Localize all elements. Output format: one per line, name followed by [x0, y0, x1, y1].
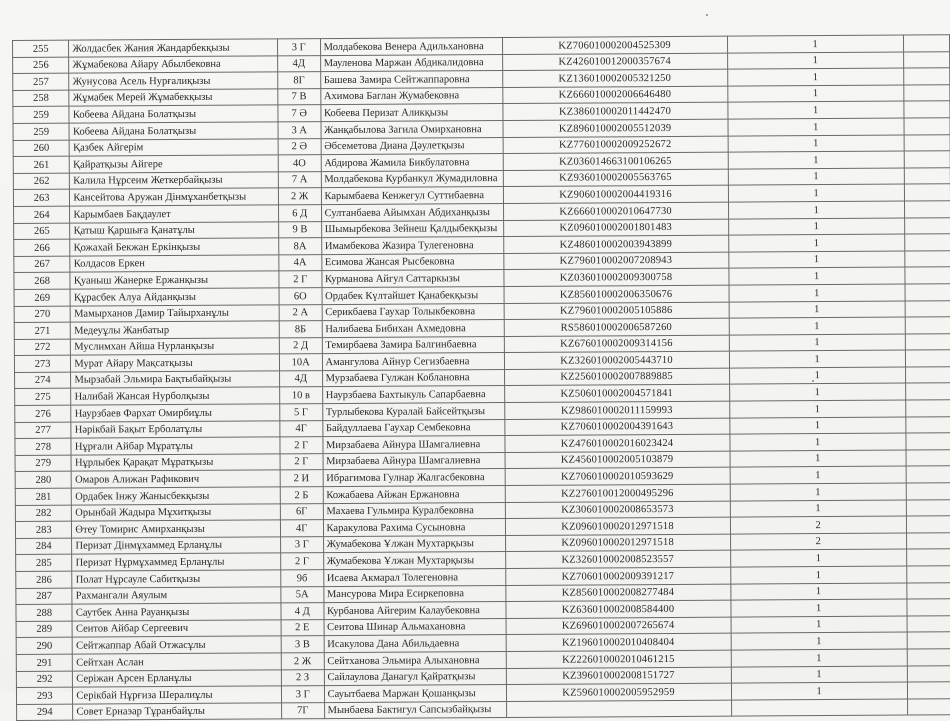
class-grade: 3 Г — [280, 536, 323, 553]
account-number: KZ856010002008277484 — [505, 584, 730, 602]
count-value: 1 — [729, 317, 905, 335]
count-value — [731, 699, 907, 717]
row-number: 270 — [14, 306, 70, 323]
class-grade: 2 И — [280, 470, 323, 487]
count-value: 1 — [727, 85, 903, 103]
empty-cell — [907, 649, 950, 666]
teacher-name: Молдабекова Венера Адильхановна — [320, 38, 502, 56]
teacher-name: Байдуллаева Гаухар Сембековна — [322, 419, 504, 437]
class-grade: 9 В — [278, 221, 321, 238]
empty-cell — [903, 35, 949, 52]
account-number: KZ986010002011159993 — [504, 401, 729, 419]
class-grade: 8Б — [279, 321, 322, 338]
account-number: KZ306010002008653573 — [505, 501, 730, 519]
empty-cell — [904, 234, 950, 251]
count-value: 1 — [730, 433, 906, 451]
teacher-name: Мурзабаева Гулжан Коблановна — [322, 369, 504, 387]
row-number: 255 — [13, 40, 69, 57]
count-value: 1 — [729, 400, 905, 418]
empty-cell — [903, 68, 949, 85]
class-grade: 5 Г — [280, 404, 323, 421]
teacher-name: Жанқабылова Загила Омирхановна — [321, 120, 503, 138]
student-name: Нәрікбай Бақыт Ерболатұлы — [71, 421, 280, 439]
count-value: 1 — [731, 666, 907, 684]
row-number: 261 — [13, 156, 69, 173]
scan-speck — [812, 380, 814, 382]
class-grade: 2 Ә — [278, 138, 321, 155]
count-value: 1 — [731, 599, 907, 617]
row-number: 281 — [15, 488, 71, 505]
row-number: 275 — [15, 389, 71, 406]
row-number: 291 — [16, 654, 72, 671]
class-grade: 4Д — [279, 370, 322, 387]
row-number: 294 — [17, 704, 73, 721]
class-grade: 6Г — [280, 503, 323, 520]
class-grade: 2 Г — [280, 437, 323, 454]
row-number: 276 — [15, 405, 71, 422]
empty-cell — [906, 450, 950, 467]
student-name: Жунусова Асель Нурғалиқызы — [69, 72, 278, 90]
account-number: KZ096010002001801483 — [503, 219, 728, 237]
student-name: Қожахай Бекжан Еркінқызы — [70, 238, 279, 256]
teacher-name: Ибрагимова Гулнар Жалгасбековна — [323, 469, 505, 487]
teacher-name: Ахимова Баглан Жумабековна — [320, 87, 502, 105]
teacher-name: Карымбаева Кенжегул Суттибаевна — [321, 187, 503, 205]
count-value: 1 — [727, 101, 903, 119]
class-grade: 7 В — [278, 88, 321, 105]
row-number: 285 — [16, 555, 72, 572]
count-value: 1 — [729, 350, 905, 368]
empty-cell — [904, 118, 950, 135]
account-number: KZ856010002006350676 — [504, 285, 729, 303]
student-name: Омаров Алижан Рафикович — [72, 470, 281, 488]
empty-cell — [906, 433, 950, 450]
count-value: 1 — [728, 218, 904, 236]
student-name: Сеитов Айбар Сергеевич — [72, 620, 281, 638]
row-number: 286 — [16, 571, 72, 588]
empty-cell — [907, 665, 950, 682]
row-number: 273 — [14, 355, 70, 372]
empty-cell — [905, 383, 950, 400]
count-value: 1 — [728, 135, 904, 153]
teacher-name: Жумабекова Ұлжан Мухтарқызы — [323, 535, 505, 553]
row-number: 289 — [16, 621, 72, 638]
class-grade: 7 Ә — [278, 105, 321, 122]
account-number: KZ196010002010408404 — [506, 633, 731, 651]
student-name: Совет Ернаэар Тұранбайұлы — [73, 703, 282, 721]
teacher-name: Амангулова Айнур Сегизбаевна — [322, 353, 504, 371]
row-number: 278 — [15, 438, 71, 455]
student-name: Нұрлыбек Қарақат Мұратқызы — [71, 454, 280, 472]
empty-cell — [906, 582, 950, 599]
account-number: KZ256010002007889885 — [504, 368, 729, 386]
account-number: KZ596010002005952959 — [506, 683, 731, 701]
account-number: KZ706010002010593629 — [505, 468, 730, 486]
row-number: 284 — [16, 538, 72, 555]
teacher-name: Әбсеметова Диана Дәулетқызы — [321, 137, 503, 155]
account-number: KZ426010012000357674 — [502, 53, 727, 71]
student-name: Құрасбек Алуа Айданқызы — [70, 288, 279, 306]
teacher-name: Мауленова Маржан Абдикалидовна — [320, 54, 502, 72]
class-grade: 4 Д — [281, 603, 324, 620]
class-grade: 6О — [279, 288, 322, 305]
teacher-name: Мирзабаева Айнура Шамгалиевна — [323, 452, 505, 470]
teacher-name: Ордабек Күлтайшет Қанабекқызы — [322, 286, 504, 304]
account-number: KZ396010002008151727 — [506, 667, 731, 685]
teacher-name: Кожабаева Айжан Ержановна — [323, 486, 505, 504]
count-value: 1 — [728, 151, 904, 169]
class-grade: 5А — [281, 586, 324, 603]
student-name: Серіжан Арсен Ерланұлы — [73, 669, 282, 687]
account-number: KZ666010002006646480 — [502, 86, 727, 104]
student-name: Кобеева Айдана Болатқызы — [69, 122, 278, 140]
row-number: 265 — [14, 223, 70, 240]
empty-cell — [905, 350, 950, 367]
teacher-name: Мансурова Мира Есиркеповна — [323, 585, 505, 603]
teacher-name: Исакулова Дана Абильдаевна — [324, 635, 506, 653]
empty-cell — [905, 367, 950, 384]
empty-cell — [905, 267, 950, 284]
account-number: KZ796010002007208943 — [503, 252, 728, 270]
empty-cell — [903, 85, 949, 102]
row-number: 262 — [13, 173, 69, 190]
count-value: 1 — [728, 201, 904, 219]
empty-cell — [904, 151, 950, 168]
row-number: 288 — [16, 604, 72, 621]
student-name: Сейтжаппар Абай Отжасұлы — [73, 636, 282, 654]
student-name: Қайратқызы Айгерe — [70, 155, 279, 173]
account-number: KZ936010002005563765 — [503, 169, 728, 187]
account-number: KZ036010002009300758 — [503, 268, 728, 286]
class-grade: 2 Е — [281, 619, 324, 636]
student-name: Қазбек Айгерім — [70, 138, 279, 156]
teacher-name: Кобеева Перизат Аликқызы — [320, 104, 502, 122]
account-number: KZ486010002003943899 — [503, 235, 728, 253]
account-number: KZ636010002008584400 — [505, 600, 730, 618]
count-value: 1 — [731, 632, 907, 650]
teacher-name: Молдабекова Курбанкул Жумадиловна — [321, 170, 503, 188]
account-number: KZ226010002010461215 — [506, 650, 731, 668]
class-grade: 3 Г — [277, 39, 320, 56]
account-number: KZ696010002007265674 — [506, 617, 731, 635]
count-value: 1 — [727, 35, 903, 53]
student-name: Муслимхан Айша Нурланқызы — [71, 338, 280, 356]
empty-cell — [904, 101, 950, 118]
count-value: 1 — [728, 234, 904, 252]
empty-cell — [906, 466, 950, 483]
student-name: Наурзбаев Фархат Омирбиұлы — [71, 404, 280, 422]
teacher-name: Султанбаева Айымхан Абдиханқызы — [321, 203, 503, 221]
empty-cell — [904, 201, 950, 218]
student-name: Серікбай Нұрғиза Шералиұлы — [73, 686, 282, 704]
class-grade: 2 Г — [279, 271, 322, 288]
row-number: 258 — [13, 90, 69, 107]
empty-cell — [905, 317, 950, 334]
teacher-name: Темирбаева Замира Балгинбаевна — [322, 336, 504, 354]
empty-cell — [904, 217, 950, 234]
row-number: 268 — [14, 272, 70, 289]
count-value: 1 — [729, 417, 905, 435]
student-table — [12, 34, 950, 721]
empty-cell — [907, 599, 950, 616]
row-number: 280 — [15, 472, 71, 489]
count-value: 1 — [728, 251, 904, 269]
student-name: Саутбек Анна Рауанқызы — [72, 603, 281, 621]
row-number: 256 — [13, 57, 69, 74]
count-value: 1 — [729, 367, 905, 385]
empty-cell — [904, 250, 950, 267]
teacher-name: Серикбаева Гаухар Толыкбековна — [322, 303, 504, 321]
student-name: Жұмабек Мерей Жұмабекқызы — [69, 89, 278, 107]
row-number: 264 — [14, 206, 70, 223]
student-name: Қатыш Қаршыға Қанатұлы — [70, 221, 279, 239]
account-number: KZ096010002012971518 — [505, 517, 730, 535]
empty-cell — [905, 284, 950, 301]
count-value: 1 — [730, 483, 906, 501]
empty-cell — [906, 566, 950, 583]
student-name: Өтеу Томирис Амирханқызы — [72, 520, 281, 538]
row-number: 274 — [15, 372, 71, 389]
account-number: KZ326010002008523557 — [505, 551, 730, 569]
account-number: KZ776010002009252672 — [503, 136, 728, 154]
class-grade: 3 Г — [281, 686, 324, 703]
student-table-body — [13, 35, 950, 721]
empty-cell — [905, 333, 950, 350]
row-number: 271 — [14, 322, 70, 339]
teacher-name: Наурзбаева Бахтыкуль Сапарбаевна — [322, 386, 504, 404]
empty-cell — [905, 300, 950, 317]
count-value: 1 — [731, 649, 907, 667]
class-grade: 6 Д — [278, 205, 321, 222]
row-number: 292 — [16, 671, 72, 688]
account-number: KZ386010002011442470 — [502, 103, 727, 121]
teacher-name: Турлыбекова Куралай Байсейтқызы — [322, 403, 504, 421]
count-value: 1 — [730, 450, 906, 468]
teacher-name: Жумабекова Ұлжан Мухтарқызы — [323, 552, 505, 570]
student-name: Ордабек Інжу Жанысбекқызы — [72, 487, 281, 505]
class-grade: 2 Ж — [281, 653, 324, 670]
class-grade: 10 в — [280, 387, 323, 404]
class-grade: 8А — [279, 238, 322, 255]
teacher-name: Сейтханова Эльмира Алыхановна — [324, 651, 506, 669]
class-grade: 8Г — [278, 72, 321, 89]
account-number: KZ896010002005512039 — [503, 119, 728, 137]
class-grade: 2 Ж — [278, 188, 321, 205]
class-grade: 2 А — [279, 304, 322, 321]
teacher-name: Сайлаулова Данагул Қайратқызы — [324, 668, 506, 686]
account-number: KZ706010002004391643 — [504, 418, 729, 436]
count-value: 1 — [730, 549, 906, 567]
empty-cell — [906, 483, 950, 500]
class-grade: 2 Г — [280, 453, 323, 470]
student-name: Мамырханов Дамир Тайырханұлы — [71, 304, 280, 322]
student-name: Орынбай Жадыра Мұхитқызы — [72, 503, 281, 521]
empty-cell — [907, 699, 950, 716]
row-number: 259 — [13, 123, 69, 140]
count-value: 1 — [730, 583, 906, 601]
count-value: 1 — [727, 52, 903, 70]
class-grade: 10А — [279, 354, 322, 371]
count-value: 1 — [730, 566, 906, 584]
count-value: 1 — [728, 168, 904, 186]
teacher-name: Абдирова Жамила Бикбулатовна — [321, 154, 503, 172]
count-value: 1 — [729, 267, 905, 285]
empty-cell — [907, 682, 950, 699]
count-value: 1 — [731, 682, 907, 700]
class-grade: 3 А — [278, 122, 321, 139]
class-grade: 2 Б — [280, 487, 323, 504]
teacher-name: Мирзабаева Айнура Шамгалиевна — [322, 436, 504, 454]
row-number: 266 — [14, 239, 70, 256]
scan-speck — [706, 14, 708, 16]
account-number: KZ456010002005103879 — [505, 451, 730, 469]
teacher-name: Каракулова Рахима Сусыновна — [323, 519, 505, 537]
teacher-name: Есимова Жансая Рысбековна — [321, 253, 503, 271]
count-value: 1 — [731, 616, 907, 634]
count-value: 2 — [730, 516, 906, 534]
student-name: Полат Нұрсауле Сабитқызы — [72, 570, 281, 588]
teacher-name: Сауытбаева Маржан Қошанқызы — [324, 685, 506, 703]
row-number: 269 — [14, 289, 70, 306]
class-grade: 4Г — [280, 520, 323, 537]
account-number: KZ676010002009314156 — [504, 335, 729, 353]
student-name: Мырзабай Эльмира Бақтыбайқызы — [71, 371, 280, 389]
class-grade: 2 З — [281, 669, 324, 686]
account-number: KZ476010002016023424 — [504, 434, 729, 452]
row-number: 282 — [15, 505, 71, 522]
teacher-name: Курманова Айгул Саттаркызы — [321, 270, 503, 288]
count-value: 1 — [728, 184, 904, 202]
student-name: Сейтхан Аслан — [73, 653, 282, 671]
account-number: KZ796010002005105886 — [504, 302, 729, 320]
row-number: 293 — [16, 687, 72, 704]
class-grade: 4О — [278, 155, 321, 172]
account-number: KZ706010002009391217 — [505, 567, 730, 585]
row-number: 277 — [15, 422, 71, 439]
row-number: 287 — [16, 588, 72, 605]
empty-cell — [904, 184, 950, 201]
student-name: Кансейтова Аружан Дінмұханбетқызы — [70, 188, 279, 206]
student-name: Колдасов Еркен — [70, 255, 279, 273]
count-value: 1 — [730, 466, 906, 484]
class-grade: 3 В — [281, 636, 324, 653]
teacher-name: Имамбекова Жазира Тулегеновна — [321, 237, 503, 255]
account-number: RS586010002006587260 — [504, 318, 729, 336]
count-value: 1 — [728, 118, 904, 136]
account-number: KZ666010002010647730 — [503, 202, 728, 220]
count-value: 1 — [727, 68, 903, 86]
row-number: 283 — [15, 521, 71, 538]
class-grade: 7Г — [281, 702, 324, 719]
empty-cell — [906, 549, 950, 566]
student-name: Нұрғали Айбар Мұратұлы — [71, 437, 280, 455]
row-number: 267 — [14, 256, 70, 273]
class-grade: 2 Г — [281, 553, 324, 570]
empty-cell — [903, 51, 949, 68]
student-name: Медеуұлы Жанбатыр — [71, 321, 280, 339]
student-name: Мурат Айару Мақсатқызы — [71, 354, 280, 372]
row-number: 257 — [13, 73, 69, 90]
empty-cell — [907, 632, 950, 649]
row-number: 260 — [13, 140, 69, 157]
student-name: Калила Нұрсеим Жеткербайқызы — [70, 172, 279, 190]
teacher-name: Курбанова Айгерим Калаубековна — [323, 602, 505, 620]
teacher-name: Налибаева Бибихан Ахмедовна — [322, 320, 504, 338]
account-number: KZ276010012000495296 — [505, 484, 730, 502]
student-name: Перизат Нұрмұхаммед Ерланұлы — [72, 553, 281, 571]
teacher-name: Мынбаева Бактигул Сапсызбайқызы — [324, 701, 506, 719]
count-value: 1 — [730, 500, 906, 518]
teacher-name: Махаева Гульмира Куралбековна — [323, 502, 505, 520]
empty-cell — [904, 134, 950, 151]
class-grade: 7 А — [278, 171, 321, 188]
account-number: KZ096010002012971518 — [505, 534, 730, 552]
account-number: KZ326010002005443710 — [504, 351, 729, 369]
account-number: KZ906010002004419316 — [503, 185, 728, 203]
teacher-name: Исаева Акмарал Толегеновна — [323, 568, 505, 586]
row-number: 279 — [15, 455, 71, 472]
student-name: Карымбаев Бақдаулет — [70, 205, 279, 223]
empty-cell — [906, 533, 950, 550]
empty-cell — [906, 516, 950, 533]
empty-cell — [906, 499, 950, 516]
student-name: Жұмабекова Айару Абылбековна — [69, 55, 278, 73]
student-name: Жолдасбек Жания Жандарбекқызы — [69, 39, 278, 57]
empty-cell — [905, 416, 950, 433]
class-grade: 9б — [281, 570, 324, 587]
count-value: 1 — [729, 334, 905, 352]
student-name: Налибай Жансая Нурболқызы — [71, 387, 280, 405]
row-number: 290 — [16, 638, 72, 655]
row-number: 263 — [13, 189, 69, 206]
empty-cell — [905, 400, 950, 417]
row-number: 259 — [13, 107, 69, 124]
count-value: 1 — [729, 284, 905, 302]
class-grade: 2 Д — [279, 337, 322, 354]
student-name: Рахмангали Аяулым — [72, 586, 281, 604]
student-name: Қуаныш Жанерке Ержанқызы — [70, 271, 279, 289]
student-name: Кобеева Айдана Болатқызы — [69, 105, 278, 123]
count-value: 2 — [730, 533, 906, 551]
row-number: 272 — [14, 339, 70, 356]
count-value: 1 — [729, 384, 905, 402]
empty-cell — [907, 616, 950, 633]
account-number: KZ706010002004525309 — [502, 36, 727, 54]
empty-cell — [904, 168, 950, 185]
teacher-name: Сеитова Шинар Альмахановна — [324, 618, 506, 636]
account-number — [506, 700, 731, 718]
class-grade: 4Г — [280, 420, 323, 437]
teacher-name: Башева Замира Сейтжаппаровна — [320, 71, 502, 89]
class-grade: 4Д — [277, 55, 320, 72]
account-number: KZ136010002005321250 — [502, 69, 727, 87]
count-value: 1 — [729, 301, 905, 319]
account-number: KZ506010002004571841 — [504, 385, 729, 403]
student-name: Перизат Дінмұхаммед Ерланұлы — [72, 537, 281, 555]
class-grade: 4А — [279, 254, 322, 271]
teacher-name: Шымырбекова Зейнеш Қалдыбекқызы — [321, 220, 503, 238]
account-number: KZ036014663100106265 — [503, 152, 728, 170]
